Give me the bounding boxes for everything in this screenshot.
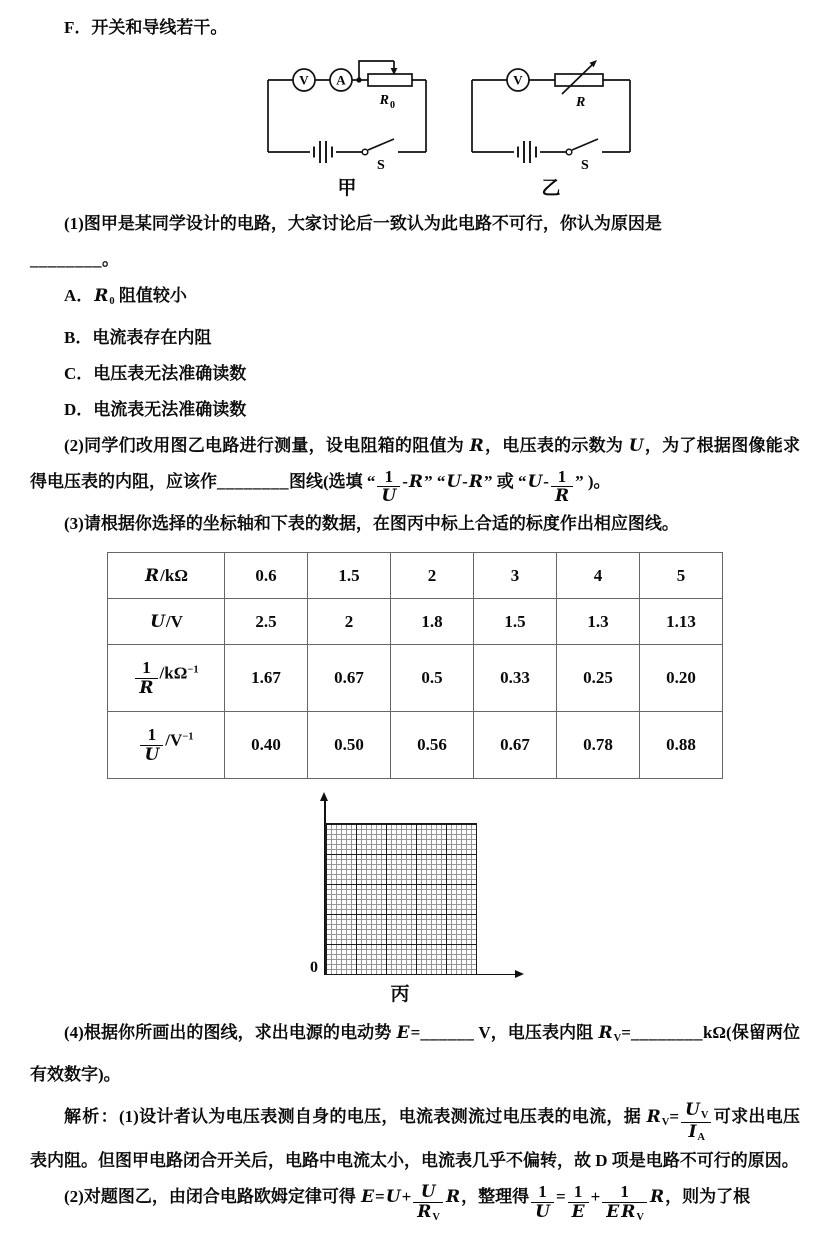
blank-underline: ________ <box>630 1023 703 1043</box>
table-cell: 0.33 <box>474 645 557 712</box>
variable-resistor-body <box>555 74 603 86</box>
question-1-text: (1)图甲是某同学设计的电路，大家讨论后一致认为此电路不可行，你认为原因是 <box>64 214 662 233</box>
table-cell: 1.5 <box>474 599 557 645</box>
fraction: $\frac{1}{E R_V}$ <box>602 1183 647 1223</box>
graph-plot-area <box>311 793 543 983</box>
table-cell: 2 <box>391 553 474 599</box>
graph-caption: 丙 <box>390 984 410 1006</box>
table-cell: 1.67 <box>225 645 308 712</box>
table-row <box>108 599 723 645</box>
x-axis-arrow-icon <box>515 970 524 978</box>
rheostat-label-sub: 0 <box>390 100 395 111</box>
table-cell: 1.5 <box>308 553 391 599</box>
rheostat-label: R <box>379 93 389 108</box>
table-row-header: $\frac{1}{U}$ $/V^{-1}$ <box>108 712 225 779</box>
table-cell: 3 <box>474 553 557 599</box>
graph-bing <box>311 793 543 1007</box>
switch-label: S <box>581 158 589 172</box>
table-row-header: $\frac{1}{R}$ $/k\Omega^{-1}$ <box>108 645 225 712</box>
rheostat-body <box>368 74 412 86</box>
table-cell: 0.67 <box>308 645 391 712</box>
switch-pivot <box>362 149 368 155</box>
grid-paper <box>325 823 477 975</box>
data-table <box>107 552 723 779</box>
circuit-jia-diagram <box>258 50 436 172</box>
fraction: $\frac{1}{R}$ <box>551 468 573 506</box>
circuit-figures <box>64 50 830 200</box>
origin-label: 0 <box>310 959 318 977</box>
circuit-yi-caption: 乙 <box>541 178 561 199</box>
table-cell: 0.50 <box>308 712 391 779</box>
option-b: B．电流表存在内阻 <box>64 328 212 347</box>
table-cell: 2.5 <box>225 599 308 645</box>
question-2-text: (2)同学们改用图乙电路进行测量，设电阻箱的阻值为 R，电压表的示数为 U，为了根据图像能求得电压表的内阻，应该作________图线(选填 “ $\frac{1}{U}$ -R” “U-R” 或 “U- $\frac{1}{R}$ ” )。 <box>30 436 801 507</box>
ammeter-label: A <box>336 72 346 88</box>
table-cell: 0.40 <box>225 712 308 779</box>
table-row-header: U/V <box>108 599 225 645</box>
circuit-yi <box>462 50 640 200</box>
fraction: $\frac{1}{U}$ <box>377 468 400 506</box>
blank-underline: ______ <box>420 1023 475 1043</box>
voltmeter-label: V <box>513 72 523 88</box>
table-cell: 5 <box>640 553 723 599</box>
option-a: A．$R_0$ 阻值较小 <box>64 286 187 307</box>
table-cell: 0.67 <box>474 712 557 779</box>
table-row-header: R/kΩ <box>108 553 225 599</box>
question-3-text: (3)请根据你选择的坐标轴和下表的数据，在图丙中标上合适的标度作出相应图线。 <box>64 514 679 534</box>
table-cell: 0.25 <box>557 645 640 712</box>
voltmeter-label: V <box>299 72 309 88</box>
solution-paragraph-2: (2)对题图乙，由闭合电路欧姆定律可得 E=U+ $\frac{U}{R_V}$ R，整理得 $\frac{1}{U}$ = $\frac{1}{E}$ + $\frac{1}{E R_V}$ R，则为了根 <box>64 1181 751 1223</box>
question-4-text: (4)根据你所画出的图线，求出电源的电动势 E=______ V，电压表内阻 $R_V=\_\_\_\_\_\_\_\_k\Omega$(保留两位有效数字)。 <box>30 1023 800 1085</box>
blank-underline: ________ <box>217 472 289 491</box>
table-row <box>108 645 723 712</box>
fraction: $\frac{U_V}{I_A}$ <box>681 1101 711 1143</box>
option-d: D．电流表无法准确读数 <box>64 400 247 419</box>
option-c: C．电压表无法准确读数 <box>64 364 247 383</box>
switch-label: S <box>377 158 385 172</box>
solution-label: 解析： <box>64 1107 119 1127</box>
table-cell: 0.20 <box>640 645 723 712</box>
fraction: $\frac{U}{R_V}$ <box>413 1183 443 1223</box>
table-cell: 2 <box>308 599 391 645</box>
switch-blade <box>572 139 598 150</box>
table-row <box>108 553 723 599</box>
data-table-body <box>108 553 723 779</box>
circuit-jia <box>258 50 436 200</box>
table-cell: 1.3 <box>557 599 640 645</box>
table-cell: 0.6 <box>225 553 308 599</box>
blank-underline: ________ <box>30 250 102 269</box>
circuit-yi-diagram <box>462 50 640 172</box>
resistor-label: R <box>576 95 586 110</box>
table-cell: 0.5 <box>391 645 474 712</box>
table-cell: 1.8 <box>391 599 474 645</box>
table-cell: 0.78 <box>557 712 640 779</box>
fraction: $\frac{1}{E}$ <box>568 1183 589 1221</box>
table-cell: 4 <box>557 553 640 599</box>
battery-icon <box>518 141 536 163</box>
fraction: $\frac{1}{U}$ <box>140 726 163 764</box>
fraction: $\frac{1}{U}$ <box>531 1183 554 1221</box>
item-f-line: F．开关和导线若干。 <box>64 18 228 37</box>
table-cell: 1.13 <box>640 599 723 645</box>
solution-paragraph-1: 解析：(1)设计者认为电压表测自身的电压，电流表测流过电压表的电流，据 $R_V=$ $\frac{U_V}{I_A}$ 可求出电压表内阻。但图甲电路闭合开关后，电路中电流太小，电流表几乎不偏转，故 D 项是电路不可行的原因。 <box>30 1100 801 1171</box>
battery-icon <box>314 141 332 163</box>
table-cell: 0.56 <box>391 712 474 779</box>
wire <box>268 80 426 152</box>
circuit-jia-caption: 甲 <box>337 178 357 199</box>
switch-pivot <box>566 149 572 155</box>
fraction: $\frac{1}{R}$ <box>135 659 157 697</box>
table-cell: 0.88 <box>640 712 723 779</box>
table-row <box>108 712 723 779</box>
wire <box>472 80 630 152</box>
switch-blade <box>368 139 394 150</box>
question-1-blank-line: ________。 <box>30 250 119 269</box>
